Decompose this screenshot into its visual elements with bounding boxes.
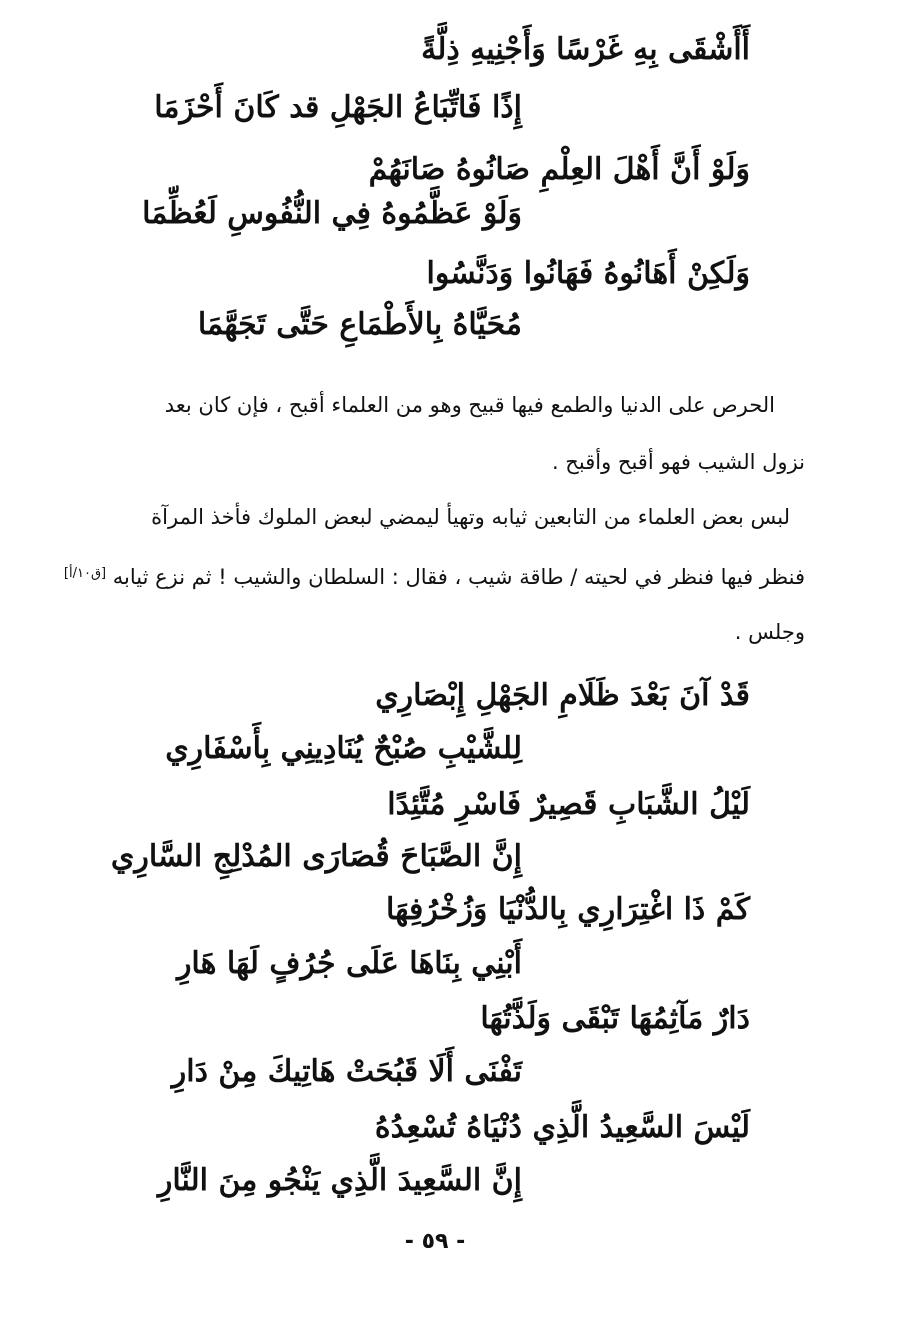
paragraph-greed-line-1: الحرص على الدنيا والطمع فيها قبيح وهو من العلماء أقبح ، فإن كان بعد <box>164 393 775 417</box>
poem-2-line-6: أَبْنِي بِنَاهَا عَلَى جُرُفٍ لَهَا هَارِ <box>176 946 522 981</box>
poem-1-line-4: وَلَوْ عَظَّمُوهُ فِي النُّفُوسِ لَعُظِّمَا <box>142 196 522 231</box>
page-number: - ٥٩ - <box>404 1229 466 1254</box>
poem-1-line-6: مُحَيَّاهُ بِالأَطْمَاعِ حَتَّى تَجَهَّمَا <box>197 307 522 342</box>
paragraph-mirror-story-line-2 <box>64 559 805 592</box>
folio-reference: [ق١٠/أ] <box>63 566 107 581</box>
poem-2-line-7: دَارٌ مَآثِمُهَا تَبْقَى وَلَذَّتُهَا <box>480 1001 750 1036</box>
paragraph-mirror-story-line-1: لبس بعض العلماء من التابعين ثيابه وتهيأ ليمضي لبعض الملوك فأخذ المرآة <box>151 505 790 529</box>
poem-2-line-10: إِنَّ السَّعِيدَ الَّذِي يَنْجُو مِنَ النَّارِ <box>157 1163 522 1198</box>
poem-1-line-3: وَلَوْ أَنَّ أَهْلَ العِلْمِ صَانُوهُ صَانَهُمْ <box>368 152 750 187</box>
paragraph-mirror-story-line-3: وجلس . <box>734 620 805 644</box>
poem-1-line-2: إِذًا فَاتِّبَاعُ الجَهْلِ قد كَانَ أَحْزَمَا <box>154 90 522 125</box>
poem-1-line-5: وَلَكِنْ أَهَانُوهُ فَهَانُوا وَدَنَّسُوا <box>426 256 750 291</box>
poem-2-line-2: لِلشَّيْبِ صُبْحٌ يُنَادِينِي بِأَسْفَارِي <box>165 731 522 766</box>
poem-1-line-1: أَأَشْقَى بِهِ غَرْسًا وَأَجْنِيهِ ذِلَّةً <box>421 32 750 67</box>
poem-2-line-4: إِنَّ الصَّبَاحَ قُصَارَى المُدْلِجِ السَّارِي <box>110 839 522 874</box>
poem-2-line-1: قَدْ آنَ بَعْدَ ظَلَامِ الجَهْلِ إِبْصَارِي <box>375 678 750 713</box>
poem-2-line-9: لَيْسَ السَّعِيدُ الَّذِي دُنْيَاهُ تُسْعِدُهُ <box>374 1110 750 1145</box>
paragraph-greed-line-2: نزول الشيب فهو أقبح وأقبح . <box>551 450 805 474</box>
poem-2-line-5: كَمْ ذَا اغْتِرَارِي بِالدُّنْيَا وَزُخْرُفِهَا <box>386 892 750 927</box>
paragraph-mirror-story-line-2-text: فنظر فيها فنظر في لحيته / طاقة شيب ، فقال : السلطان والشيب ! ثم نزع ثيابه <box>112 565 805 589</box>
poem-2-line-3: لَيْلُ الشَّبَابِ قَصِيرٌ فَاسْرِ مُتَّئِدًا <box>387 787 750 822</box>
poem-2-line-8: تَفْنَى أَلَا قَبُحَتْ هَاتِيكَ مِنْ دَارِ <box>171 1054 522 1089</box>
